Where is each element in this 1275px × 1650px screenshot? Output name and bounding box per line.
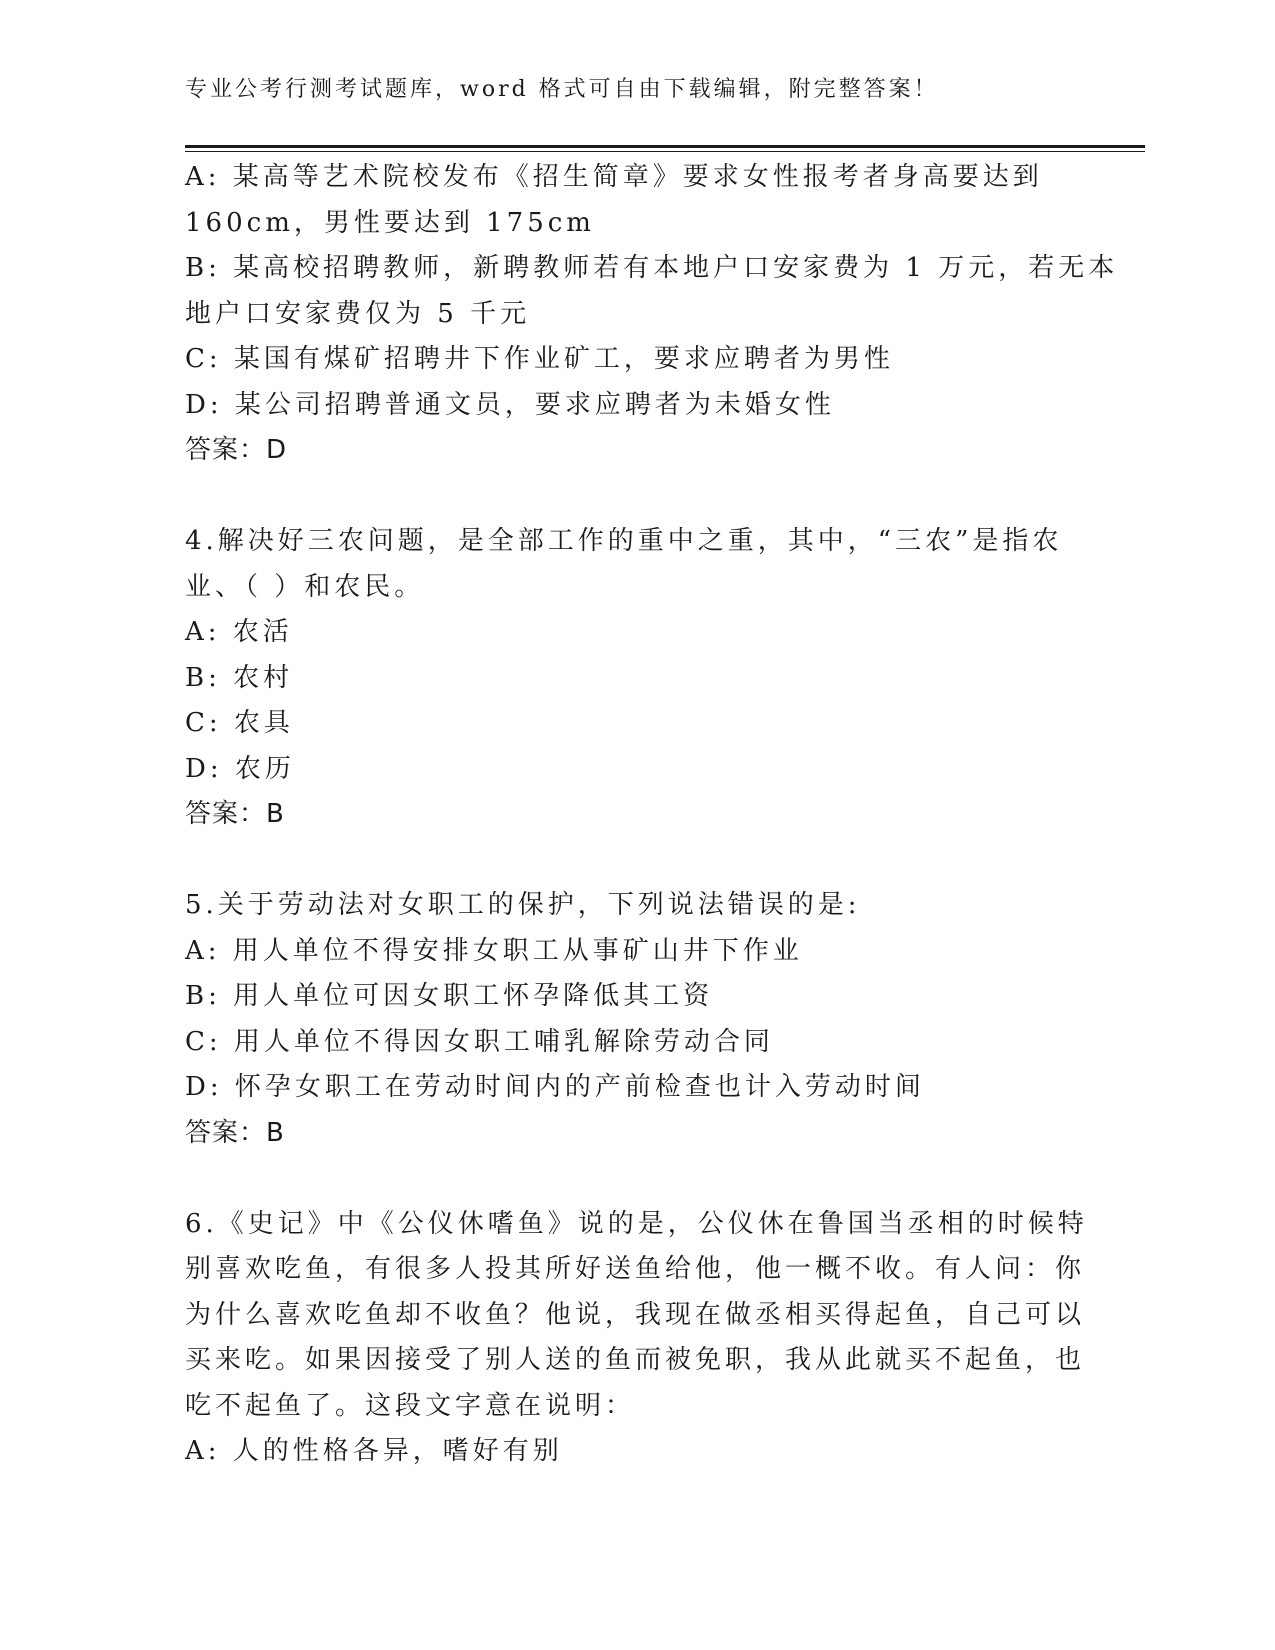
option-line: 地户口安家费仅为 5 千元 (185, 298, 531, 329)
question-stem-line: 5.关于劳动法对女职工的保护，下列说法错误的是: (185, 890, 861, 920)
option-line: C: 农具 (185, 708, 294, 738)
option-line: B: 某高校招聘教师，新聘教师若有本地户口安家费为 1 万元，若无本 (185, 253, 1119, 283)
question-stem-line: 为什么喜欢吃鱼却不收鱼？他说，我现在做丞相买得起鱼，自己可以 (185, 1299, 1086, 1330)
option-line: B: 农村 (185, 662, 294, 693)
question-content (185, 155, 1119, 1475)
question-5-answer: 答案：B (185, 1117, 285, 1148)
question-5 (185, 883, 1085, 1156)
page-header: 专业公考行测考试题库，word 格式可自由下载编辑，附完整答案！ (185, 77, 939, 102)
option-line: A: 人的性格各异，嗜好有别 (185, 1436, 563, 1466)
option-line: D: 某公司招聘普通文员，要求应聘者为未婚女性 (185, 389, 835, 420)
option-line: 160cm，男性要达到 175cm (185, 207, 595, 238)
question-3-options (185, 155, 1119, 428)
option-line: B: 用人单位可因女职工怀孕降低其工资 (185, 981, 714, 1011)
question-stem-line: 业、（ ）和农民。 (185, 571, 425, 602)
spacer (185, 474, 1085, 520)
question-stem-line: 4.解决好三农问题，是全部工作的重中之重，其中，“三农”是指农 (185, 526, 1063, 556)
option-line: A: 某高等艺术院校发布《招生简章》要求女性报考者身高要达到 (185, 162, 1043, 192)
question-stem-line: 吃不起鱼了。这段文字意在说明： (185, 1390, 636, 1421)
question-stem-line: 买来吃。如果因接受了别人送的鱼而被免职，我从此就买不起鱼，也 (185, 1345, 1086, 1375)
question-stem-line: 别喜欢吃鱼，有很多人投其所好送鱼给他，他一概不收。有人问：你 (185, 1254, 1086, 1284)
question-stem-line: 6.《史记》中《公仪休嗜鱼》说的是，公仪休在鲁国当丞相的时候特 (185, 1208, 1088, 1239)
option-line: D: 农历 (185, 753, 295, 784)
question-6 (185, 1202, 1088, 1475)
question-3-answer: 答案：D (185, 435, 288, 465)
option-line: C: 用人单位不得因女职工哺乳解除劳动合同 (185, 1026, 774, 1057)
question-4-answer: 答案：B (185, 799, 285, 829)
option-line: A: 农活 (185, 617, 293, 647)
option-line: C: 某国有煤矿招聘井下作业矿工，要求应聘者为男性 (185, 344, 894, 374)
spacer (185, 838, 1085, 884)
question-4 (185, 519, 1085, 838)
option-line: D: 怀孕女职工在劳动时间内的产前检查也计入劳动时间 (185, 1072, 925, 1102)
spacer (185, 1156, 1085, 1202)
header-divider-thin (185, 151, 1145, 152)
header-divider-thick (185, 145, 1145, 148)
option-line: A: 用人单位不得安排女职工从事矿山井下作业 (185, 935, 803, 966)
